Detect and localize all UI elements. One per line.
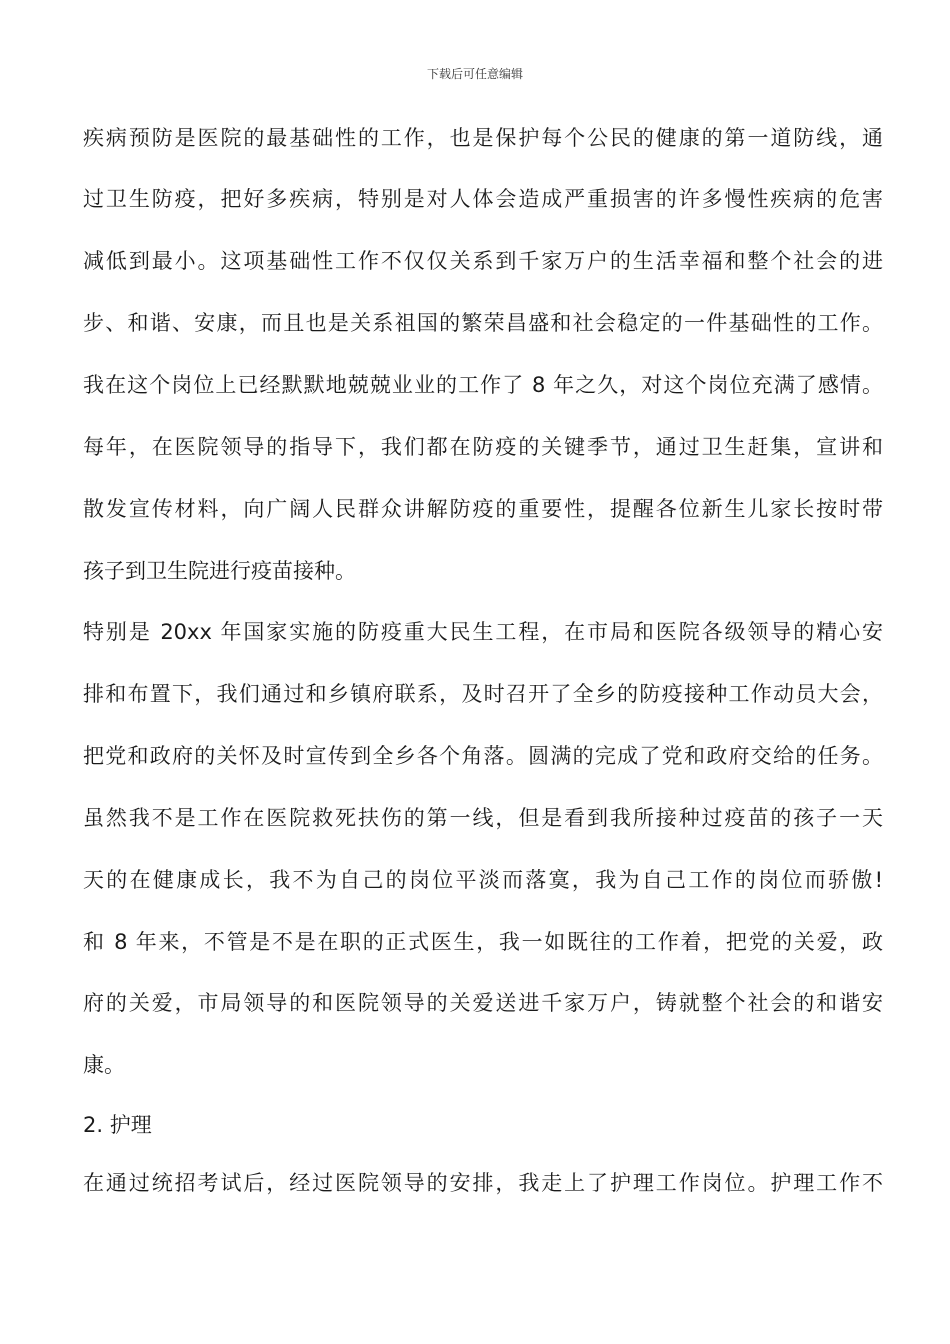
paragraph-line: 我在这个岗位上已经默默地兢兢业业的工作了 8 年之久，对这个岗位充满了感情。 [83, 373, 883, 397]
paragraph-line: 过卫生防疫，把好多疾病，特别是对人体会造成严重损害的许多慢性疾病的危害 [83, 187, 883, 211]
paragraph-line: 虽然我不是工作在医院救死扶伤的第一线，但是看到我所接种过疫苗的孩子一天 [83, 806, 883, 830]
paragraph-line: 和 8 年来，不管是不是在职的正式医生，我一如既往的工作着，把党的关爱，政 [83, 930, 883, 954]
paragraph-line: 把党和政府的关怀及时宣传到全乡各个角落。圆满的完成了党和政府交给的任务。 [83, 744, 883, 768]
paragraph-line: 府的关爱，市局领导的和医院领导的关爱送进千家万户，铸就整个社会的和谐安 [83, 991, 883, 1015]
paragraph-line: 每年，在医院领导的指导下，我们都在防疫的关键季节，通过卫生赶集，宣讲和 [83, 435, 883, 459]
paragraph-line: 疾病预防是医院的最基础性的工作，也是保护每个公民的健康的第一道防线，通 [83, 126, 883, 150]
paragraph-line: 天的在健康成长，我不为自己的岗位平淡而落寞，我为自己工作的岗位而骄傲! [83, 868, 883, 892]
paragraph-line: 特别是 20xx 年国家实施的防疫重大民生工程，在市局和医院各级领导的精心安 [83, 620, 883, 644]
paragraph-line: 排和布置下，我们通过和乡镇府联系，及时召开了全乡的防疫接种工作动员大会， [83, 682, 883, 706]
paragraph-line: 步、和谐、安康，而且也是关系祖国的繁荣昌盛和社会稳定的一件基础性的工作。 [83, 311, 883, 335]
paragraph-line: 散发宣传材料，向广阔人民群众讲解防疫的重要性，提醒各位新生儿家长按时带 [83, 497, 883, 521]
page-header: 下载后可任意编辑 [426, 67, 523, 81]
paragraph-line: 孩子到卫生院进行疫苗接种。 [83, 559, 356, 583]
paragraph-line: 康。 [83, 1053, 125, 1077]
section-heading: 2. 护理 [83, 1113, 152, 1137]
paragraph-line: 在通过统招考试后，经过医院领导的安排，我走上了护理工作岗位。护理工作不 [83, 1171, 883, 1195]
paragraph-line: 减低到最小。这项基础性工作不仅仅关系到千家万户的生活幸福和整个社会的进 [83, 249, 883, 273]
